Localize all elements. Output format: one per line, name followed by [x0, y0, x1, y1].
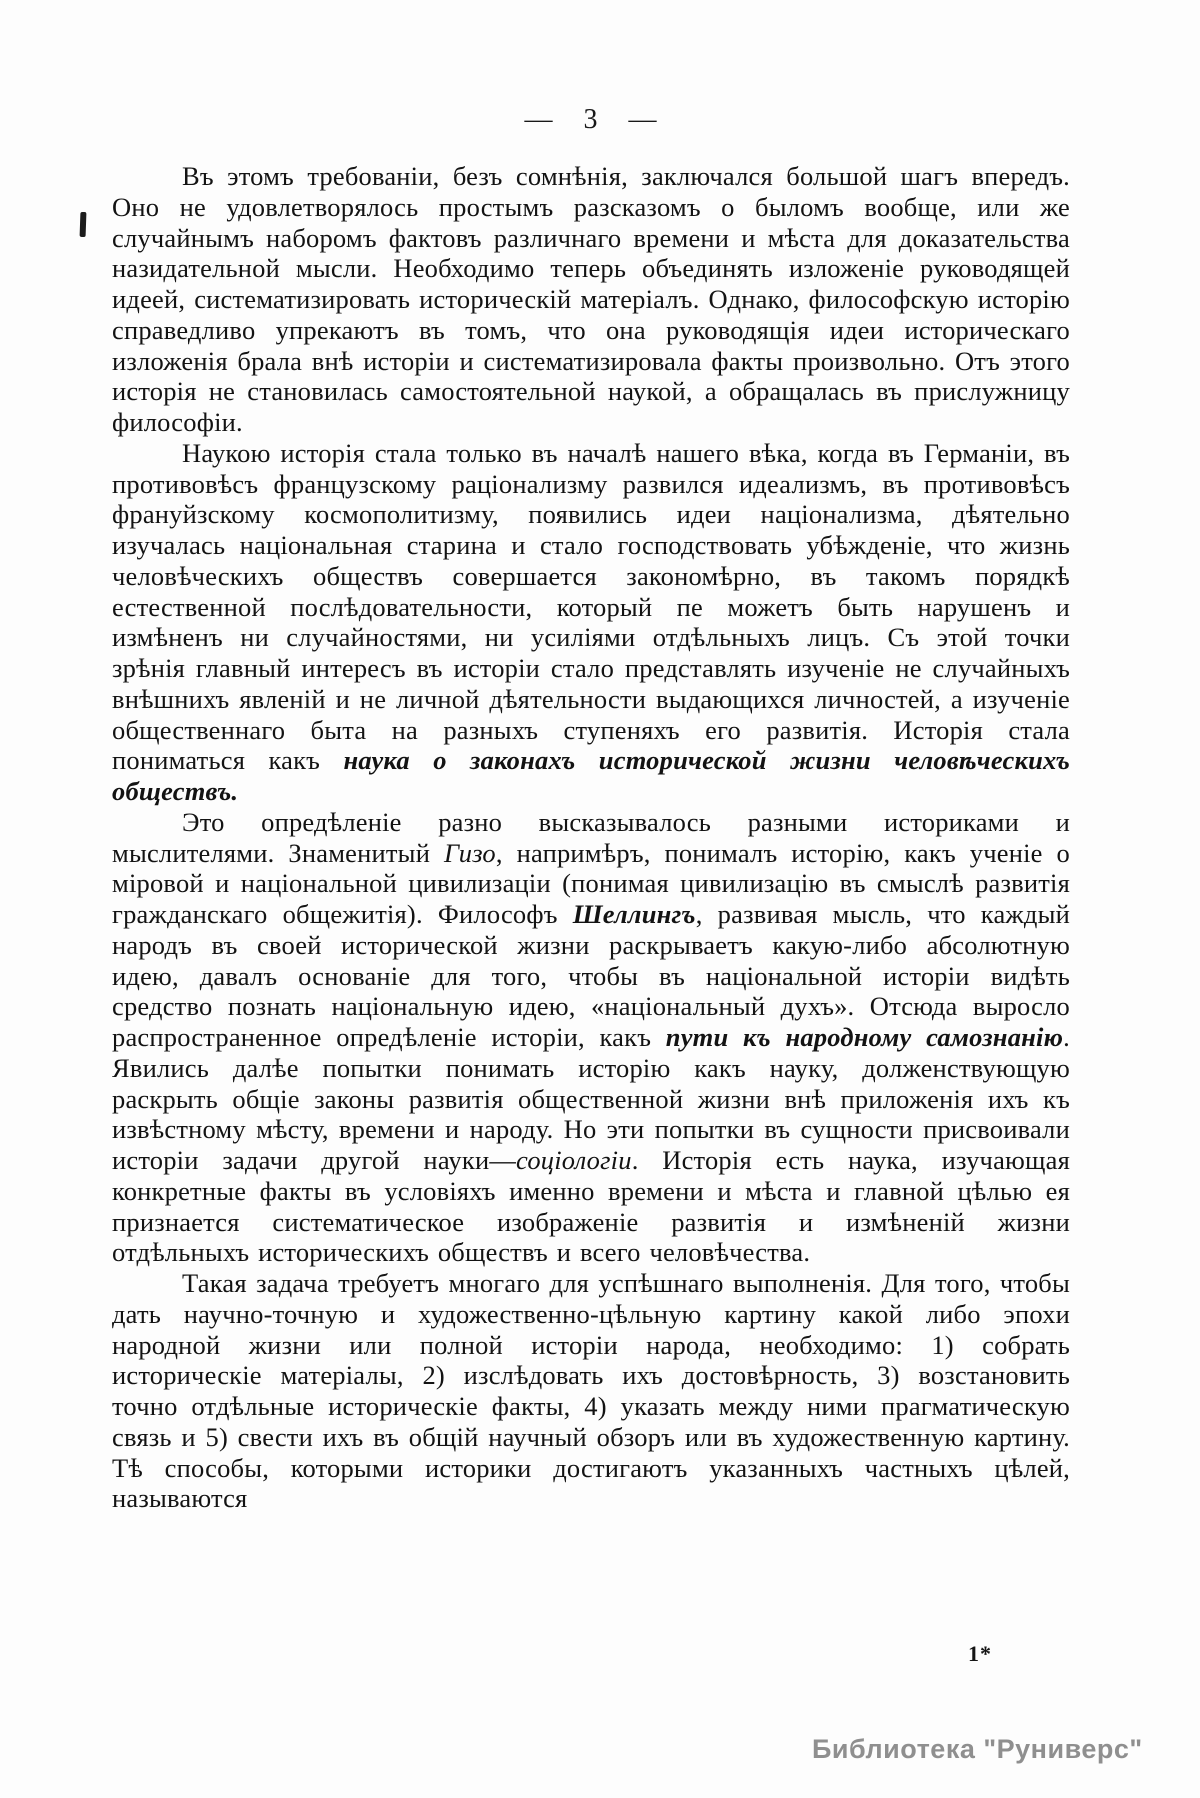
paragraph	[112, 1268, 1070, 1514]
signature-mark: 1*	[968, 1641, 992, 1666]
emphasis-text: Шеллингъ	[572, 899, 696, 929]
emphasis-text: наука о законахъ исторической жизни человѣческихъ обществъ.	[112, 745, 1070, 806]
body-text: Въ этомъ требованіи, безъ сомнѣнія, заключался большой шагъ впередъ. Оно не удовлетворялось простымъ разсказомъ о быломъ вообще, или же случайнымъ наборомъ фактовъ различнаго времени и мѣста для доказательства назидательной мысли. Необходимо теперь объединять изложеніе руководящей идеей, систематизировать историческій матеріалъ. Однако, философскую исторію справедливо упрекаютъ въ томъ, что она руководящія идеи историческаго изложенія брала внѣ исторіи и систематизировала факты произвольно. Отъ этого исторія не становилась самостоятельной наукой, а обращалась въ прислужницу философіи.	[112, 161, 1070, 437]
text-block	[112, 161, 1070, 1514]
body-text: , напримѣръ, понималъ исторію, какъ ученіе о міровой и національной цивилизаціи (понимая цивилизацію въ смыслѣ развитія гражданскаго общежитія). Философъ	[112, 837, 1071, 929]
emphasis-text: пути къ народному самознанію	[665, 1022, 1064, 1052]
paragraph	[112, 161, 1070, 438]
emphasis-text: соціологіи	[516, 1145, 632, 1175]
body-text: Такая задача требуетъ многаго для успѣшнаго выполненія. Для того, чтобы дать научно-точную и художественно-цѣльную картину какой либо эпохи народной жизни или полной исторіи народа, необходимо: 1) собрать историческіе матеріалы, 2) изслѣдовать ихъ достовѣрность, 3) возстановить точно отдѣльные историческіе факты, 4) указать между ними прагматическую связь и 5) свести ихъ въ общій научный обзоръ или въ художественную картину. Тѣ способы, которыми историки достигаютъ указанныхъ частныхъ цѣлей, называются	[112, 1268, 1070, 1514]
body-text: . Явились далѣе попытки понимать исторію какъ науку, долженствующую раскрыть общіе законы развитія общественной жизни внѣ приложенія ихъ къ извѣстному мѣсту, времени и народу. Но эти попытки въ сущности присвоивали исторіи задачи другой науки—	[112, 1022, 1070, 1175]
body-text: Это опредѣленіе разно высказывалось разными историками и мыслителями. Знаменитый	[112, 806, 1070, 868]
library-watermark: Библиотека "Руниверс"	[812, 1734, 1143, 1764]
body-text: . Исторія есть наука, изучающая конкретные факты въ условіяхъ именно времени и мѣста и главной цѣлью ея признается систематическое изображеніе развитія и измѣненій жизни отдѣльныхъ историческихъ обществъ и всего человѣчества.	[112, 1145, 1071, 1268]
body-text: Наукою исторія стала только въ началѣ нашего вѣка, когда въ Германіи, въ противовѣсъ французскому раціонализму развился идеализмъ, въ противовѣсъ франуйзскому космополитизму, появились идеи націонализма, дѣятельно изучалась національная старина и стало господствовать убѣжденіе, что жизнь человѣческихъ обществъ совершается закономѣрно, въ такомъ порядкѣ естественной послѣдовательности, который пе можетъ быть нарушенъ и измѣненъ ни случайностями, ни усиліями отдѣльныхъ лицъ. Съ этой точки зрѣнія главный интересъ въ исторіи стало представлять изученіе не случайныхъ внѣшнихъ явленій и не личной дѣятельности выдающихся личностей, а изученіе общественнаго быта на разныхъ ступеняхъ его развитія. Исторія стала пониматься какъ	[112, 437, 1070, 776]
page-number: — 3 —	[524, 104, 658, 135]
paragraph	[112, 438, 1070, 807]
emphasis-text: Гизо	[444, 837, 496, 868]
body-text: , развивая мысль, что каждый народъ въ своей исторической жизни раскрываетъ какую-либо абсолютную идею, давалъ основаніе для того, чтобы въ національной исторіи видѣть средство познать національную идею, «національный духъ». Отсюда выросло распространенное опредѣленіе исторіи, какъ	[112, 899, 1071, 1052]
scan-artifact	[80, 212, 87, 237]
paragraph	[112, 807, 1070, 1268]
